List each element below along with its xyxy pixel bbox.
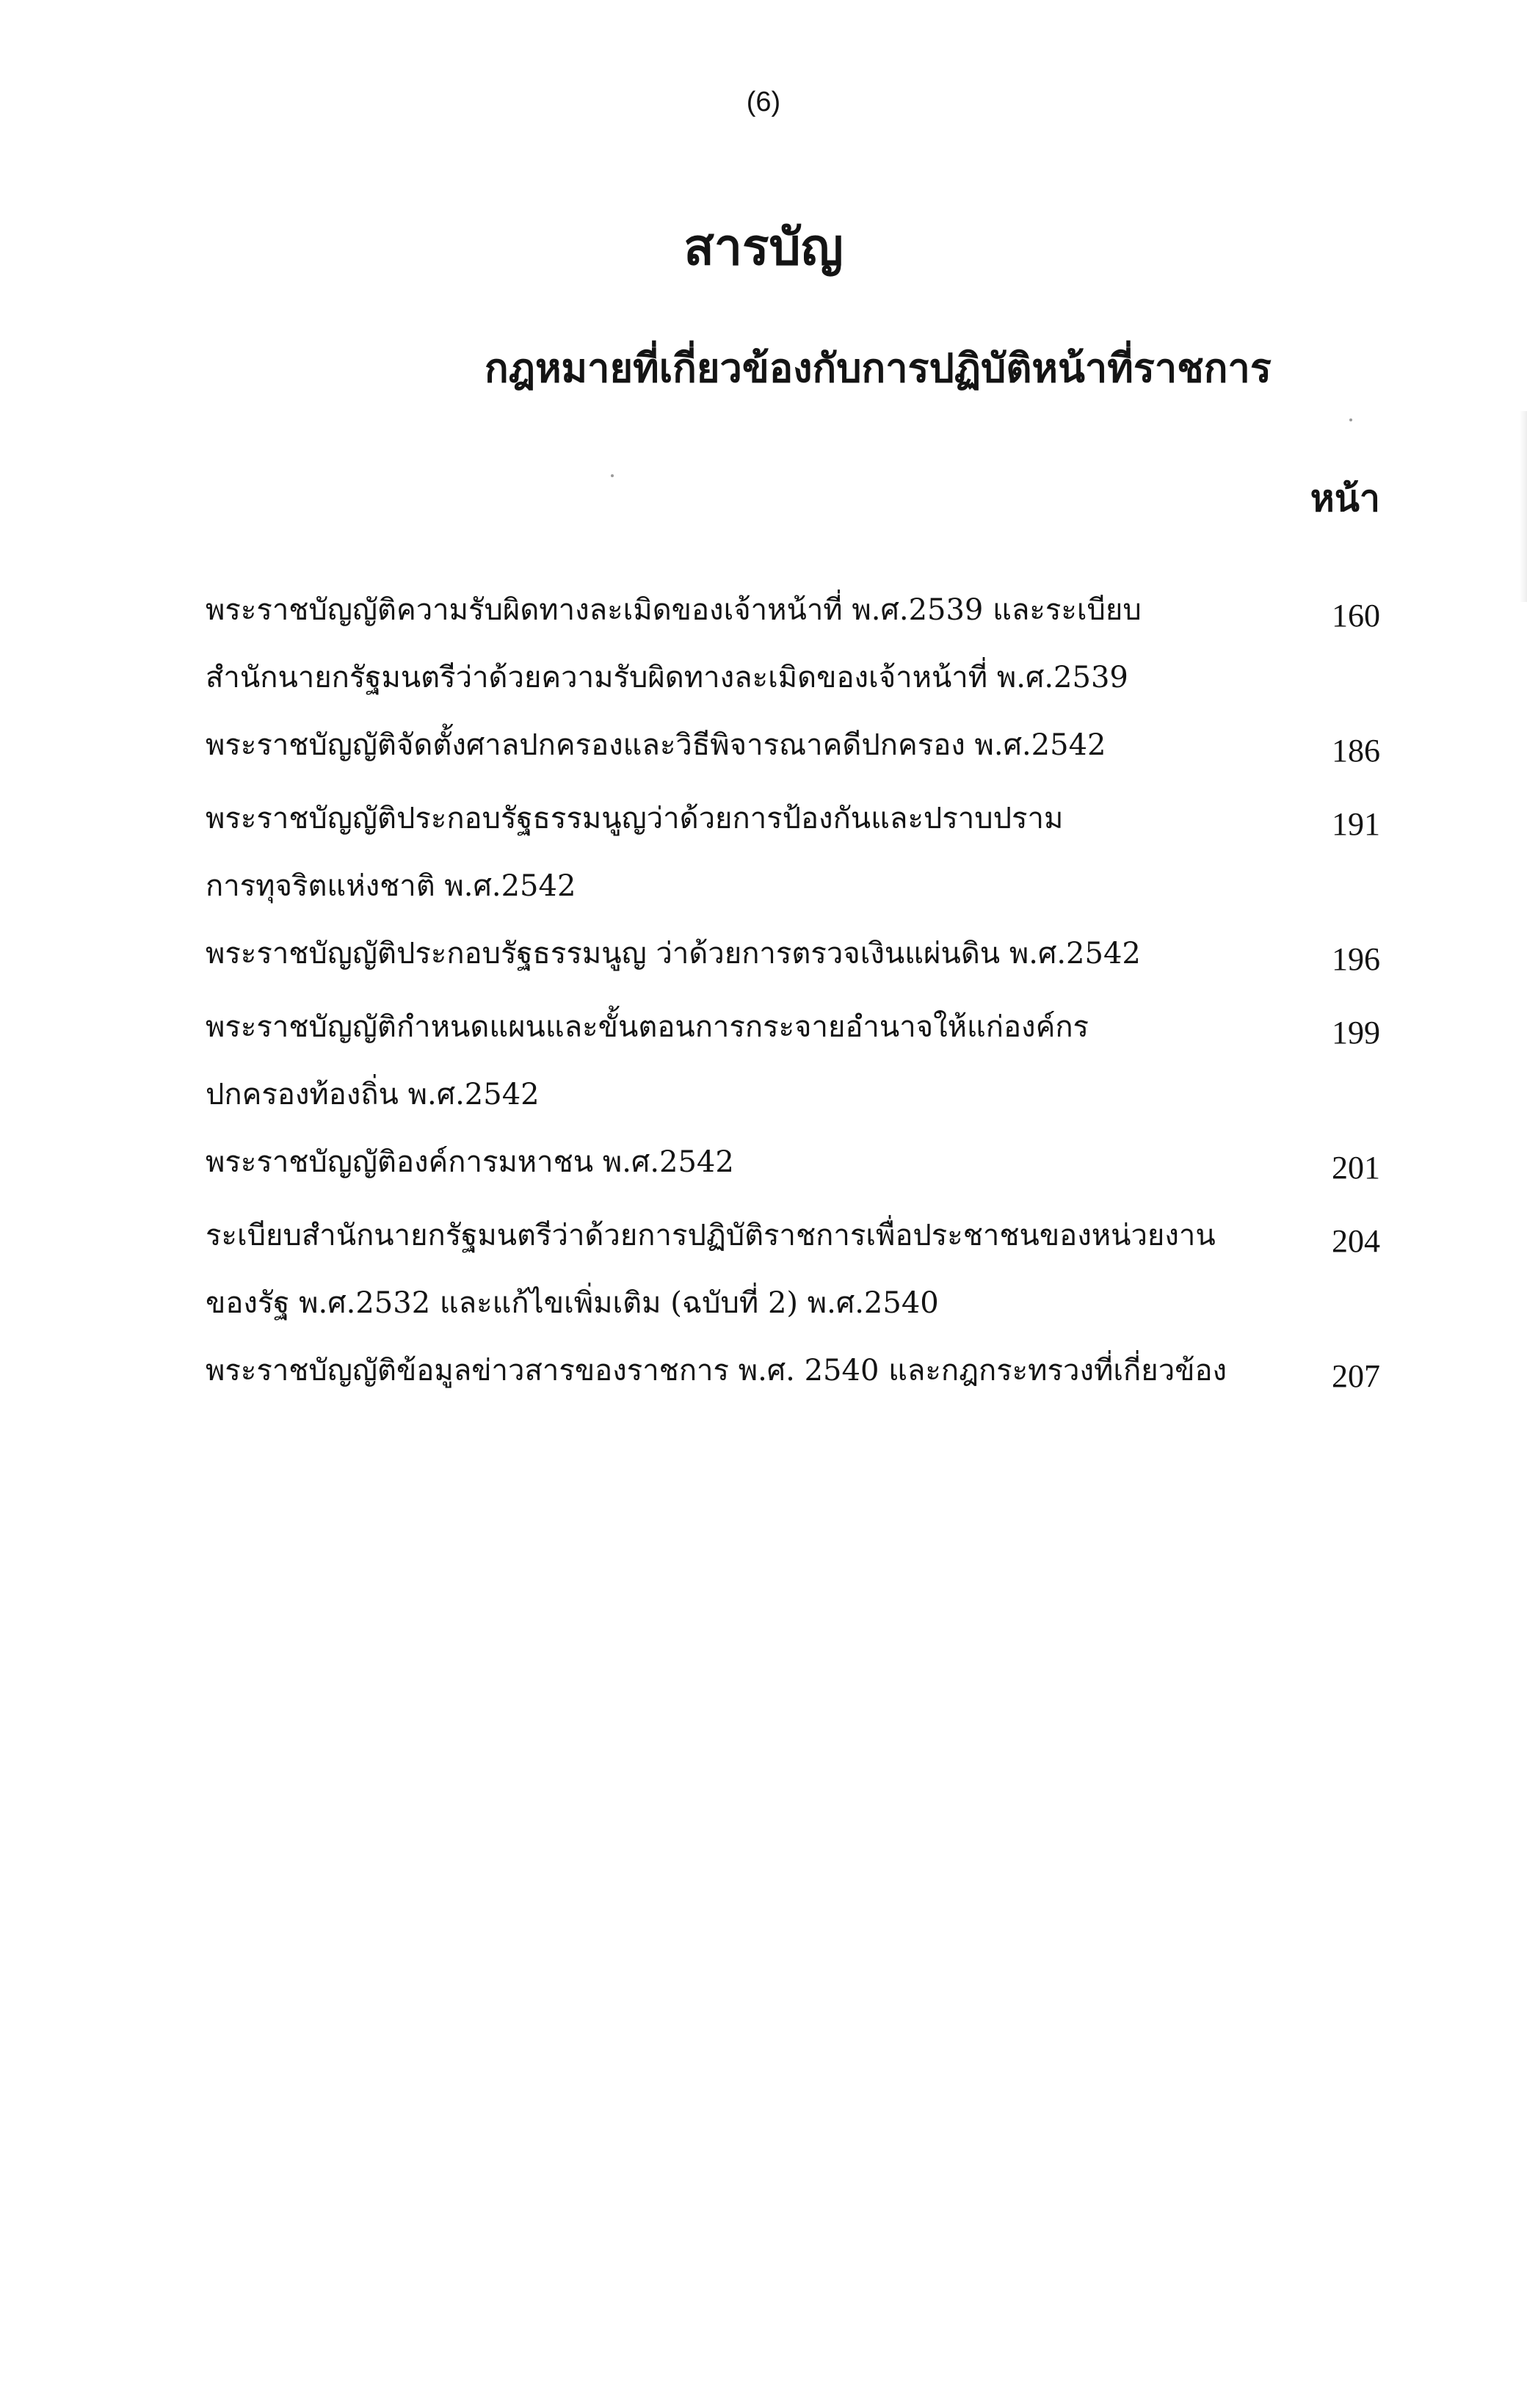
toc-entry-line: พระราชบัญญัติองค์การมหาชน พ.ศ.2542 xyxy=(206,1145,734,1179)
toc-entry-title xyxy=(206,920,1285,987)
toc-entry-page: 160 xyxy=(1332,598,1380,634)
toc-entry-page: 191 xyxy=(1332,806,1380,842)
toc-entry xyxy=(206,1202,1380,1337)
toc-entry xyxy=(206,711,1380,785)
toc-entry-line: พระราชบัญญัติกำหนดแผนและขั้นตอนการกระจายอำนาจให้แก่องค์กร xyxy=(206,1010,1089,1044)
toc-entry-line: ระเบียบสำนักนายกรัฐมนตรีว่าด้วยการปฏิบัติราชการเพื่อประชาชนของหน่วยงาน xyxy=(206,1219,1216,1252)
toc-entry-title xyxy=(206,1202,1285,1337)
toc-entry xyxy=(206,1128,1380,1202)
scan-edge-shadow xyxy=(1520,411,1527,602)
toc-entry xyxy=(206,785,1380,920)
toc-entry-page: 207 xyxy=(1332,1358,1380,1394)
toc-entry-title xyxy=(206,1337,1285,1404)
toc-entry-line: พระราชบัญญัติจัดตั้งศาลปกครองและวิธีพิจารณาคดีปกครอง พ.ศ.2542 xyxy=(206,728,1106,762)
toc-entry-page: 196 xyxy=(1332,941,1380,977)
toc-entry-line: ปกครองท้องถิ่น พ.ศ.2542 xyxy=(206,1078,540,1111)
table-of-contents xyxy=(206,576,1380,1410)
scan-speck xyxy=(1349,418,1352,421)
section-subtitle: กฎหมายที่เกี่ยวข้องกับการปฏิบัติหน้าที่ราชการ xyxy=(485,344,1272,391)
toc-entry-title xyxy=(206,711,1285,779)
toc-entry xyxy=(206,920,1380,993)
toc-entry xyxy=(206,1337,1380,1410)
toc-entry-title xyxy=(206,1128,1285,1196)
toc-entry-line: พระราชบัญญัติข้อมูลข่าวสารของราชการ พ.ศ. 2540 และกฎกระทรวงที่เกี่ยวข้อง xyxy=(206,1354,1227,1388)
toc-entry-title xyxy=(206,993,1285,1128)
toc-entry-line: พระราชบัญญัติความรับผิดทางละเมิดของเจ้าหน้าที่ พ.ศ.2539 และระเบียบ xyxy=(206,593,1142,627)
toc-entry xyxy=(206,576,1380,711)
toc-entry-page: 186 xyxy=(1332,733,1380,769)
toc-entry-line: พระราชบัญญัติประกอบรัฐธรรมนูญว่าด้วยการป้องกันและปราบปราม xyxy=(206,802,1064,835)
toc-entry-page: 201 xyxy=(1332,1150,1380,1186)
toc-entry-line: สำนักนายกรัฐมนตรีว่าด้วยความรับผิดทางละเมิดของเจ้าหน้าที่ พ.ศ.2539 xyxy=(206,661,1128,695)
toc-entry-title xyxy=(206,785,1285,920)
toc-entry-page: 199 xyxy=(1332,1015,1380,1051)
toc-entry-line: พระราชบัญญัติประกอบรัฐธรรมนูญ ว่าด้วยการตรวจเงินแผ่นดิน พ.ศ.2542 xyxy=(206,937,1141,971)
page-column-header: หน้า xyxy=(1310,476,1380,520)
toc-entry-title xyxy=(206,576,1285,711)
scan-speck xyxy=(611,474,614,477)
toc-entry-line: การทุจริตแห่งชาติ พ.ศ.2542 xyxy=(206,869,576,903)
page-number: (6) xyxy=(746,87,781,117)
toc-entry-line: ของรัฐ พ.ศ.2532 และแก้ไขเพิ่มเติม (ฉบับที่ 2) พ.ศ.2540 xyxy=(206,1286,939,1320)
toc-entry-page: 204 xyxy=(1332,1223,1380,1259)
page-title: สารบัญ xyxy=(683,218,844,277)
toc-entry xyxy=(206,993,1380,1128)
